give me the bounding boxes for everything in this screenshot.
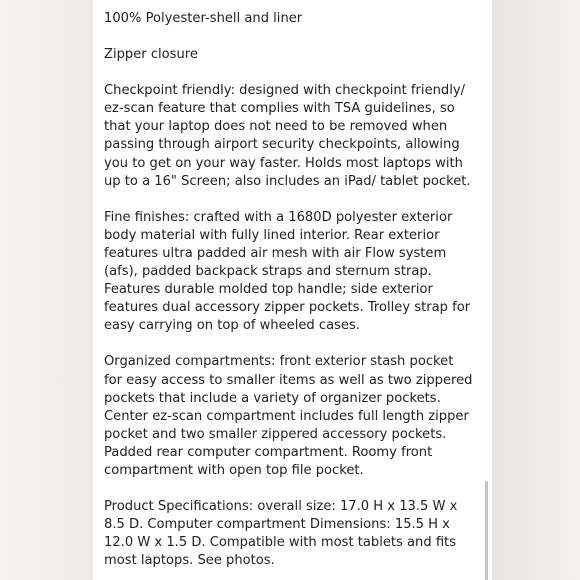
paragraph-product-specifications: Product Specifications: overall size: 17.0 H x 13.5 W x 8.5 D. Computer compartment Dimensions: 15.5 H x 12.0 W x 1.5 D. Compatible with most tablets and fits most laptops. See photos. [104, 499, 458, 569]
paragraph-fine-finishes: Fine finishes: crafted with a 1680D polyester exterior body material with fully lined interior. Rear exterior features ultra padded air mesh with air Flow system (afs), padded backpack straps and sternum strap. Features durable molded top handle; side exterior features dual accessory zipper pockets. Trolley strap for easy carrying on top of wheeled cases. [104, 209, 471, 334]
paragraph-checkpoint-friendly: Checkpoint friendly: designed with checkpoint friendly/ ez-scan feature that complies with TSA guidelines, so that your laptop does not need to be removed when passing through airport security checkpoints, allowing you to get on your way faster. Holds most laptops with up to a 16" Screen; also includes an iPad/ tablet pocket. [104, 83, 471, 189]
description-panel[interactable] [93, 0, 492, 580]
left-blurred-backdrop [0, 0, 93, 580]
description-text [104, 10, 484, 580]
paragraph-organized-compartments: Organized compartments: front exterior stash pocket for easy access to smaller items as well as two zippered pockets that include a variety of organizer pockets. Center ez-scan compartment includes full length zipper pocket and two smaller zippered accessory pockets. Padded rear computer compartment. Roomy front compartment with open top file pocket. [104, 354, 473, 478]
right-blurred-backdrop [492, 0, 580, 580]
paragraph-closure: Zipper closure [104, 47, 198, 63]
vertical-scrollbar[interactable] [485, 481, 488, 580]
paragraph-material: 100% Polyester-shell and liner [104, 11, 303, 26]
